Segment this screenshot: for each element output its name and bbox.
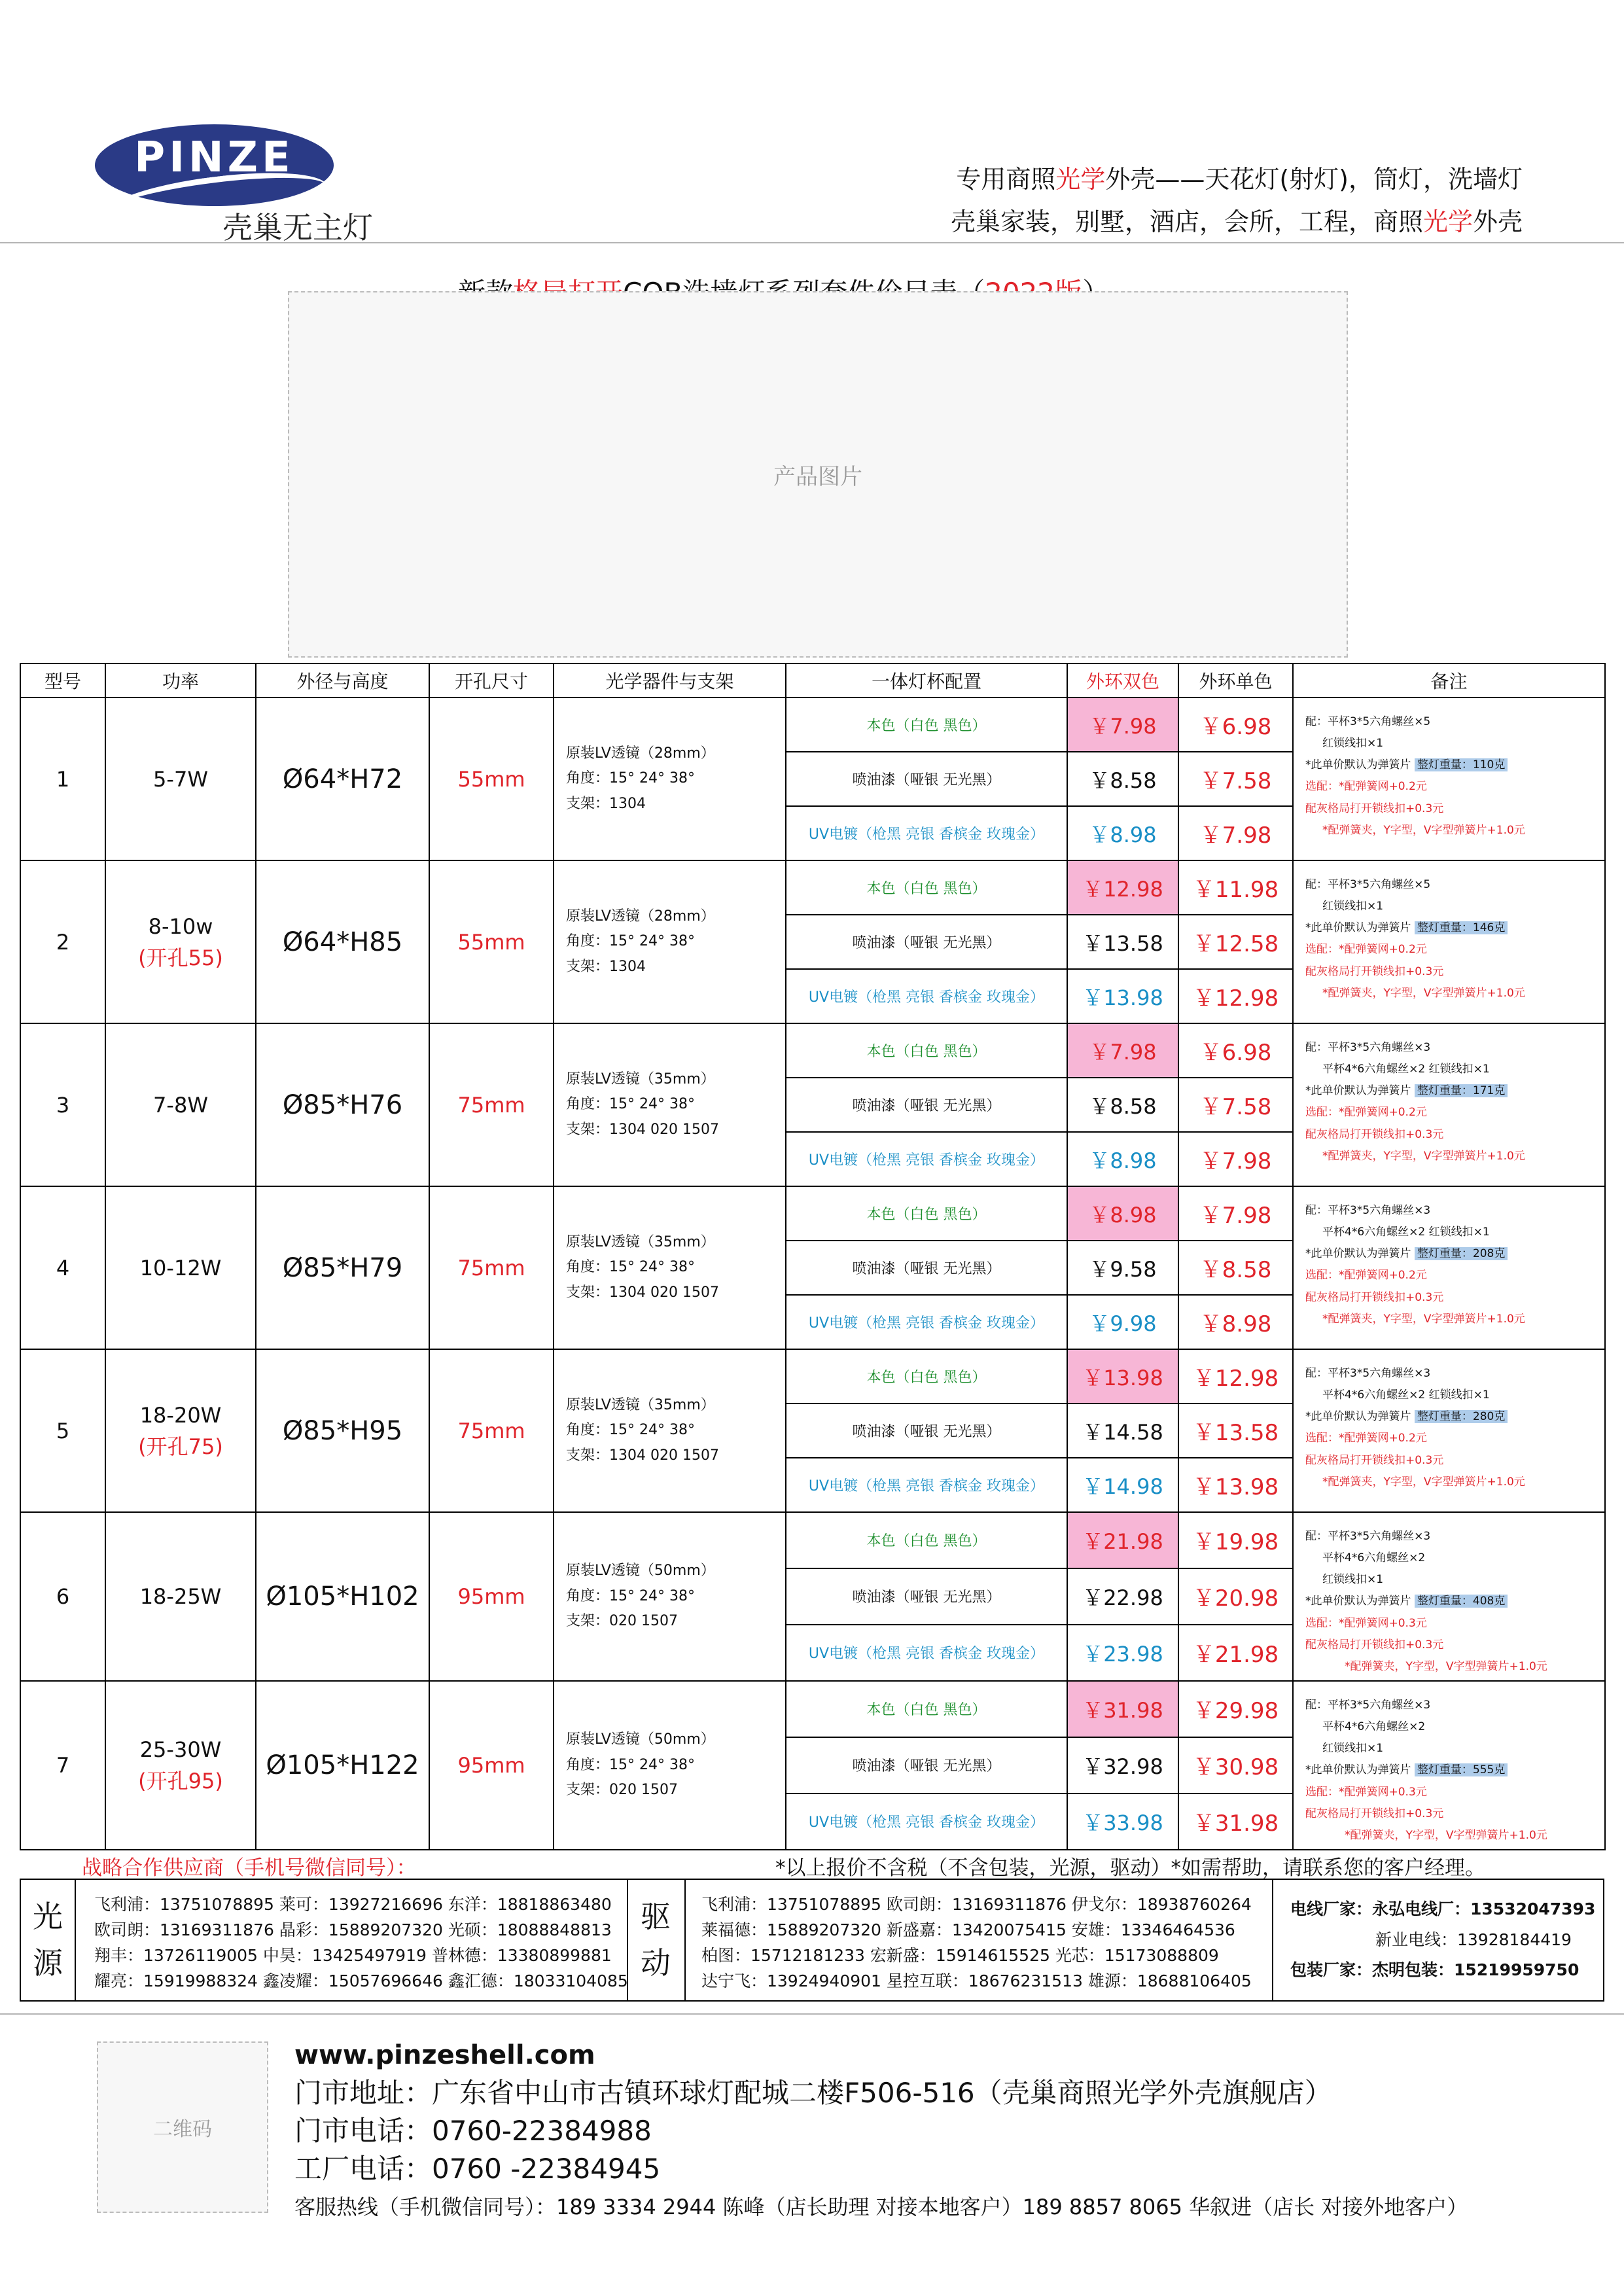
weight-highlight: 整灯重量：408克: [1415, 1595, 1508, 1608]
optics-line: 支架：1304 020 1507: [566, 1447, 719, 1464]
note-text: *此单价默认为弹簧片: [1305, 1763, 1415, 1777]
cup-config: UV电镀（枪黑 亮银 香槟金 玫瑰金）: [786, 969, 1067, 1023]
price-dual-color: ￥31.98: [1067, 1681, 1178, 1737]
note-text: *此单价默认为弹簧片: [1305, 1247, 1415, 1261]
price-dual-color: ￥22.98: [1067, 1568, 1178, 1625]
footer-divider: [0, 2013, 1624, 2015]
optics-line: 原装LV透镜（28mm）: [566, 908, 715, 925]
supplier-line: 电线厂家：永弘电线厂：13532047393: [1290, 1899, 1596, 1918]
optics-line: 角度：15° 24° 38°: [566, 1587, 695, 1604]
factory-phone: 工厂电话：0760 -22384945: [294, 2152, 661, 2185]
power-value: 18-25W: [139, 1583, 222, 1609]
price-dual-color: ￥33.98: [1067, 1793, 1178, 1850]
product-photo-label: 产品图片: [773, 463, 862, 490]
text-segment: 外壳: [1472, 207, 1523, 236]
supplier-line: 欧司朗：13169311876 晶彩：15889207320 光硕：18088848813: [94, 1920, 612, 1939]
note-text: 平杯4*6六角螺丝×2: [1322, 1551, 1426, 1565]
notes-cell: [1293, 860, 1605, 1023]
note-text: *配弹簧夹，Y字型，V字型弹簧片+1.0元: [1322, 823, 1525, 837]
optics-cell: [554, 1023, 786, 1186]
price-dual-color: ￥32.98: [1067, 1737, 1178, 1793]
logo-text: PINZE: [134, 133, 294, 182]
optics-line: 角度：15° 24° 38°: [566, 1096, 695, 1113]
weight-highlight: 整灯重量：208克: [1415, 1247, 1508, 1260]
note-line: [1305, 1309, 1599, 1330]
power-note: (开孔75): [138, 1434, 223, 1459]
price-dual-color: ￥7.98: [1067, 698, 1178, 752]
note-line: [1305, 820, 1599, 841]
column-header: 外环双色: [1067, 663, 1178, 698]
notes-cell: [1293, 1681, 1605, 1850]
price-dual-color: ￥21.98: [1067, 1512, 1178, 1568]
note-text: 红锁线扣×1: [1322, 900, 1384, 913]
category-driver: [627, 1880, 684, 2000]
hole-size: 55mm: [429, 698, 554, 860]
hole-size: 75mm: [429, 1186, 554, 1349]
note-line: [1305, 1080, 1599, 1102]
note-line: [1305, 1613, 1599, 1634]
service-hotline: 客服热线（手机微信同号）：189 3334 2944 陈峰（店长助理 对接本地客户）189 8857 8065 华叙进（店长 对接外地客户）: [294, 2194, 1468, 2219]
note-line: [1305, 1782, 1599, 1803]
tagline-line-2: [951, 202, 1523, 238]
price-single-color: ￥6.98: [1178, 698, 1293, 752]
product-photo: [288, 291, 1348, 658]
note-text: *此单价默认为弹簧片: [1305, 758, 1415, 772]
note-text: 选配：*配弹簧网+0.2元: [1305, 780, 1427, 794]
text-segment: 外壳——天花灯(射灯)，筒灯，洗墙灯: [1105, 165, 1523, 194]
column-header: 一体灯杯配置: [786, 663, 1067, 698]
model-number: 5: [20, 1349, 105, 1512]
weight-highlight: 整灯重量：280克: [1415, 1410, 1508, 1423]
note-line: [1305, 874, 1599, 896]
optics-line: 原装LV透镜（28mm）: [566, 745, 715, 762]
price-dual-color: ￥14.58: [1067, 1404, 1178, 1458]
power-cell: [105, 1681, 256, 1850]
note-line: [1305, 939, 1599, 961]
price-single-color: ￥21.98: [1178, 1625, 1293, 1681]
note-text: *配弹簧夹，Y字型，V字型弹簧片+1.0元: [1322, 986, 1525, 1000]
power-cell: [105, 1186, 256, 1349]
optics-cell: [554, 698, 786, 860]
price-dual-color: ￥8.98: [1067, 806, 1178, 860]
price-single-color: ￥7.98: [1178, 1186, 1293, 1241]
note-text: 红锁线扣×1: [1322, 737, 1384, 751]
price-single-color: ￥30.98: [1178, 1737, 1293, 1793]
note-text: 配：平杯3*5六角螺丝×3: [1305, 1204, 1431, 1217]
price-single-color: ￥12.98: [1178, 1349, 1293, 1404]
price-single-color: ￥12.98: [1178, 969, 1293, 1023]
price-dual-color: ￥8.58: [1067, 752, 1178, 806]
column-header: 外径与高度: [256, 663, 429, 698]
supplier-heading: 战略合作供应商（手机号微信同号）：: [82, 1856, 417, 1880]
contact-info: [294, 2040, 1468, 2221]
note-text: 选配：*配弹簧网+0.2元: [1305, 1432, 1427, 1445]
optics-cell: [554, 1349, 786, 1512]
note-text: *此单价默认为弹簧片: [1305, 1084, 1415, 1098]
notes-cell: [1293, 1349, 1605, 1512]
optics-line: 支架：1304 020 1507: [566, 1284, 719, 1301]
cup-config: UV电镀（枪黑 亮银 香槟金 玫瑰金）: [786, 1132, 1067, 1186]
cup-config: 喷油漆（哑银 无光黑）: [786, 1404, 1067, 1458]
note-line: [1305, 1200, 1599, 1222]
store-address: 门市地址：广东省中山市古镇环球灯配城二楼F506-516（壳巢商照光学外壳旗舰店）: [294, 2077, 1332, 2109]
cup-config: 本色（白色 黑色）: [786, 698, 1067, 752]
note-line: [1305, 1450, 1599, 1472]
table-row: [20, 860, 1605, 915]
price-disclaimer: *以上报价不含税（不含包装，光源，驱动）*如需帮助，请联系您的客户经理。: [775, 1856, 1485, 1880]
note-line: [1305, 776, 1599, 798]
qr-code: [97, 2041, 268, 2213]
note-text: 配：平杯3*5六角螺丝×3: [1305, 1041, 1431, 1054]
cup-config: UV电镀（枪黑 亮银 香槟金 玫瑰金）: [786, 1793, 1067, 1850]
supplier-line: 莱福德：15889207320 新盛嘉：13420075415 安雄：13346464536: [701, 1920, 1235, 1939]
power-value: 10-12W: [139, 1255, 222, 1280]
note-line: [1305, 1803, 1599, 1825]
optics-line: 角度：15° 24° 38°: [566, 1422, 695, 1439]
cup-config: 喷油漆（哑银 无光黑）: [786, 1737, 1067, 1793]
power-cell: [105, 1349, 256, 1512]
notes-cell: [1293, 698, 1605, 860]
note-line: [1305, 1363, 1599, 1385]
note-line: [1305, 733, 1599, 754]
note-text: *此单价默认为弹簧片: [1305, 1410, 1415, 1424]
note-line: [1305, 1406, 1599, 1428]
note-line: [1305, 1037, 1599, 1059]
model-number: 7: [20, 1681, 105, 1850]
supplier-line: 飞利浦：13751078895 欧司朗：13169311876 伊戈尔：18938760264: [701, 1895, 1252, 1914]
optics-line: 支架：020 1507: [566, 1782, 678, 1799]
note-line: [1305, 1428, 1599, 1449]
power-value: 7-8W: [153, 1092, 208, 1118]
optics-cell: [554, 1681, 786, 1850]
note-text: 配灰格局打开锁线扣+0.3元: [1305, 1807, 1444, 1820]
note-text: 选配：*配弹簧网+0.2元: [1305, 1106, 1427, 1120]
note-text: 红锁线扣×1: [1322, 1573, 1384, 1587]
hole-size: 95mm: [429, 1681, 554, 1850]
price-single-color: ￥7.58: [1178, 1078, 1293, 1132]
website-link[interactable]: www.pinzeshell.com: [294, 2040, 595, 2070]
note-line: [1305, 1656, 1599, 1678]
table-row: [20, 1186, 1605, 1241]
column-header: 外环单色: [1178, 663, 1293, 698]
note-line: [1305, 1825, 1599, 1846]
supplier-line: 飞利浦：13751078895 莱可：13927216696 东洋：18818863480: [94, 1895, 612, 1914]
note-line: [1305, 1059, 1599, 1080]
power-cell: [105, 1023, 256, 1186]
price-single-color: ￥19.98: [1178, 1512, 1293, 1568]
cup-config: 本色（白色 黑色）: [786, 1186, 1067, 1241]
column-header: 光学器件与支架: [554, 663, 786, 698]
note-text: *配弹簧夹，Y字型，V字型弹簧片+1.0元: [1345, 1659, 1547, 1673]
cup-config: 喷油漆（哑银 无光黑）: [786, 752, 1067, 806]
power-cell: [105, 1512, 256, 1681]
optics-line: 角度：15° 24° 38°: [566, 933, 695, 950]
supplier-line: 柏图：15712181233 宏新盛：15914615525 光芯：15173088809: [701, 1946, 1219, 1965]
category-char: 动: [641, 1945, 671, 1981]
note-text: 选配：*配弹簧网+0.2元: [1305, 1269, 1427, 1282]
optics-line: 支架：020 1507: [566, 1613, 678, 1630]
column-header: 型号: [20, 663, 105, 698]
supplier-line: 包装厂家：杰明包装：15219959750: [1290, 1960, 1580, 1979]
divider: [1272, 1880, 1273, 2000]
power-value: 8-10w: [148, 913, 213, 939]
size-value: Ø85*H95: [256, 1349, 429, 1512]
note-text: 选配：*配弹簧网+0.3元: [1305, 1785, 1427, 1799]
optics-cell: [554, 1512, 786, 1681]
cup-config: 本色（白色 黑色）: [786, 1349, 1067, 1404]
note-line: [1305, 1472, 1599, 1493]
note-line: [1305, 917, 1599, 939]
note-text: *配弹簧夹，Y字型，V字型弹簧片+1.0元: [1322, 1312, 1525, 1326]
note-line: [1305, 1547, 1599, 1569]
size-value: Ø64*H72: [256, 698, 429, 860]
note-text: *配弹簧夹，Y字型，V字型弹簧片+1.0元: [1322, 1149, 1525, 1163]
weight-highlight: 整灯重量：171克: [1415, 1084, 1508, 1097]
note-line: [1305, 1102, 1599, 1123]
table-body: [20, 698, 1605, 1850]
column-header: 开孔尺寸: [429, 663, 554, 698]
supplier-line: 翔丰：13726119005 中昊：13425497919 普林德：13380899881: [94, 1946, 612, 1965]
price-single-color: ￥7.98: [1178, 1132, 1293, 1186]
note-line: [1305, 1146, 1599, 1167]
price-dual-color: ￥13.98: [1067, 969, 1178, 1023]
tagline-line-1: [956, 159, 1523, 195]
note-text: *配弹簧夹，Y字型，V字型弹簧片+1.0元: [1322, 1475, 1525, 1489]
size-value: Ø85*H76: [256, 1023, 429, 1186]
model-number: 6: [20, 1512, 105, 1681]
notes-cell: [1293, 1512, 1605, 1681]
note-text: *配弹簧夹，Y字型，V字型弹簧片+1.0元: [1345, 1828, 1547, 1842]
supplier-line: 新业电线：13928184419: [1375, 1930, 1572, 1949]
note-text: 红锁线扣×1: [1322, 1742, 1384, 1756]
supplier-box: [20, 1879, 1604, 2002]
optics-cell: [554, 860, 786, 1023]
notes-cell: [1293, 1023, 1605, 1186]
note-line: [1305, 1738, 1599, 1759]
note-line: [1305, 1634, 1599, 1656]
note-line: [1305, 1265, 1599, 1286]
note-line: [1305, 1695, 1599, 1716]
cup-config: UV电镀（枪黑 亮银 香槟金 玫瑰金）: [786, 806, 1067, 860]
cup-config: 喷油漆（哑银 无光黑）: [786, 1241, 1067, 1295]
table-row: [20, 1349, 1605, 1404]
price-table: [20, 663, 1606, 1850]
note-text: 配灰格局打开锁线扣+0.3元: [1305, 802, 1444, 815]
category-light-source: [21, 1880, 75, 2000]
price-dual-color: ￥9.58: [1067, 1241, 1178, 1295]
cup-config: 喷油漆（哑银 无光黑）: [786, 1568, 1067, 1625]
column-header: 功率: [105, 663, 256, 698]
text-segment: 专用商照: [956, 165, 1056, 194]
optics-line: 角度：15° 24° 38°: [566, 1756, 695, 1773]
text-segment: 壳巢家装，别墅，酒店，会所，工程，商照: [950, 207, 1423, 236]
price-single-color: ￥31.98: [1178, 1793, 1293, 1850]
power-value: 5-7W: [153, 766, 208, 792]
optics-line: 原装LV透镜（50mm）: [566, 1563, 715, 1580]
note-line: [1305, 1759, 1599, 1781]
price-dual-color: ￥12.98: [1067, 860, 1178, 915]
power-note: (开孔95): [138, 1768, 223, 1793]
price-dual-color: ￥8.98: [1067, 1186, 1178, 1241]
note-text: 配灰格局打开锁线扣+0.3元: [1305, 1290, 1444, 1304]
supplier-line: 达宁飞：13924940901 星控互联：18676231513 雄源：18688106405: [701, 1971, 1252, 1990]
note-text: 平杯4*6六角螺丝×2 红锁线扣×1: [1322, 1388, 1490, 1402]
table-row: [20, 1023, 1605, 1078]
size-value: Ø64*H85: [256, 860, 429, 1023]
price-single-color: ￥8.98: [1178, 1295, 1293, 1349]
price-single-color: ￥7.58: [1178, 752, 1293, 806]
size-value: Ø105*H102: [256, 1512, 429, 1681]
power-cell: [105, 698, 256, 860]
optics-line: 支架：1304: [566, 958, 646, 975]
supplier-line: 耀亮：15919988324 鑫凌耀：15057696646 鑫汇德：18033104085: [94, 1971, 628, 1990]
note-text: *此单价默认为弹簧片: [1305, 921, 1415, 935]
price-dual-color: ￥7.98: [1067, 1023, 1178, 1078]
optics-line: 原装LV透镜（50mm）: [566, 1731, 715, 1748]
note-text: 配：平杯3*5六角螺丝×5: [1305, 715, 1431, 728]
price-single-color: ￥13.98: [1178, 1458, 1293, 1512]
hole-size: 75mm: [429, 1349, 554, 1512]
note-line: [1305, 1222, 1599, 1243]
note-line: [1305, 1526, 1599, 1547]
note-text: 配灰格局打开锁线扣+0.3元: [1305, 1638, 1444, 1651]
note-line: [1305, 961, 1599, 983]
price-single-color: ￥6.98: [1178, 1023, 1293, 1078]
cup-config: 喷油漆（哑银 无光黑）: [786, 1078, 1067, 1132]
price-dual-color: ￥13.98: [1067, 1349, 1178, 1404]
category-char: 驱: [641, 1898, 671, 1934]
price-single-color: ￥7.98: [1178, 806, 1293, 860]
size-value: Ø85*H79: [256, 1186, 429, 1349]
model-number: 3: [20, 1023, 105, 1186]
column-header: 备注: [1293, 663, 1605, 698]
highlight-text: 光学: [1422, 207, 1473, 236]
note-line: [1305, 1124, 1599, 1146]
power-note: (开孔55): [138, 945, 223, 970]
note-text: *此单价默认为弹簧片: [1305, 1595, 1415, 1608]
price-single-color: ￥29.98: [1178, 1681, 1293, 1737]
optics-line: 原装LV透镜（35mm）: [566, 1233, 715, 1250]
note-line: [1305, 1569, 1599, 1591]
divider: [75, 1880, 76, 2000]
cup-config: 喷油漆（哑银 无光黑）: [786, 915, 1067, 969]
category-char: 光: [33, 1898, 63, 1934]
note-text: 配灰格局打开锁线扣+0.3元: [1305, 1127, 1444, 1141]
note-text: 配：平杯3*5六角螺丝×3: [1305, 1367, 1431, 1380]
note-text: 平杯4*6六角螺丝×2 红锁线扣×1: [1322, 1063, 1490, 1076]
optics-line: 原装LV透镜（35mm）: [566, 1396, 715, 1413]
price-single-color: ￥8.58: [1178, 1241, 1293, 1295]
weight-highlight: 整灯重量：146克: [1415, 921, 1508, 934]
cup-config: UV电镀（枪黑 亮银 香槟金 玫瑰金）: [786, 1625, 1067, 1681]
price-single-color: ￥13.58: [1178, 1404, 1293, 1458]
cup-config: 本色（白色 黑色）: [786, 1512, 1067, 1568]
note-line: [1305, 754, 1599, 776]
price-single-color: ￥20.98: [1178, 1568, 1293, 1625]
note-text: 配：平杯3*5六角螺丝×3: [1305, 1698, 1431, 1712]
note-line: [1305, 983, 1599, 1004]
cup-config: 本色（白色 黑色）: [786, 860, 1067, 915]
price-dual-color: ￥9.98: [1067, 1295, 1178, 1349]
model-number: 4: [20, 1186, 105, 1349]
brand-subtitle: 壳巢无主灯: [222, 210, 373, 245]
power-cell: [105, 860, 256, 1023]
divider: [684, 1880, 686, 2000]
note-line: [1305, 1591, 1599, 1612]
price-single-color: ￥11.98: [1178, 860, 1293, 915]
optics-line: 角度：15° 24° 38°: [566, 770, 695, 787]
note-line: [1305, 798, 1599, 820]
price-dual-color: ￥8.58: [1067, 1078, 1178, 1132]
size-value: Ø105*H122: [256, 1681, 429, 1850]
cup-config: UV电镀（枪黑 亮银 香槟金 玫瑰金）: [786, 1295, 1067, 1349]
note-text: 选配：*配弹簧网+0.2元: [1305, 943, 1427, 957]
weight-highlight: 整灯重量：555克: [1415, 1763, 1508, 1776]
note-line: [1305, 1243, 1599, 1265]
note-text: 选配：*配弹簧网+0.3元: [1305, 1616, 1427, 1630]
note-text: 平杯4*6六角螺丝×2 红锁线扣×1: [1322, 1226, 1490, 1239]
price-dual-color: ￥13.58: [1067, 915, 1178, 969]
price-dual-color: ￥8.98: [1067, 1132, 1178, 1186]
note-line: [1305, 896, 1599, 917]
note-text: 配：平杯3*5六角螺丝×3: [1305, 1530, 1431, 1543]
table-row: [20, 1512, 1605, 1568]
note-line: [1305, 1385, 1599, 1406]
optics-line: 支架：1304: [566, 795, 646, 812]
cup-config: 本色（白色 黑色）: [786, 1023, 1067, 1078]
power-value: 18-20W: [139, 1402, 222, 1428]
qr-code-label: 二维码: [153, 2118, 212, 2141]
hole-size: 55mm: [429, 860, 554, 1023]
notes-cell: [1293, 1186, 1605, 1349]
optics-line: 角度：15° 24° 38°: [566, 1259, 695, 1276]
store-phone: 门市电话：0760-22384988: [294, 2114, 652, 2147]
model-number: 2: [20, 860, 105, 1023]
power-value: 25-30W: [139, 1737, 222, 1762]
highlight-text: 光学: [1055, 165, 1106, 194]
optics-line: 原装LV透镜（35mm）: [566, 1070, 715, 1087]
cup-config: UV电镀（枪黑 亮银 香槟金 玫瑰金）: [786, 1458, 1067, 1512]
note-text: 配：平杯3*5六角螺丝×5: [1305, 878, 1431, 891]
table-row: [20, 698, 1605, 752]
price-dual-color: ￥14.98: [1067, 1458, 1178, 1512]
note-line: [1305, 711, 1599, 733]
note-line: [1305, 1716, 1599, 1738]
table-header-row: [20, 663, 1605, 698]
note-text: 配灰格局打开锁线扣+0.3元: [1305, 964, 1444, 978]
cup-config: 本色（白色 黑色）: [786, 1681, 1067, 1737]
table-row: [20, 1681, 1605, 1737]
optics-cell: [554, 1186, 786, 1349]
price-dual-color: ￥23.98: [1067, 1625, 1178, 1681]
note-line: [1305, 1287, 1599, 1309]
model-number: 1: [20, 698, 105, 860]
price-single-color: ￥12.58: [1178, 915, 1293, 969]
weight-highlight: 整灯重量：110克: [1415, 758, 1508, 771]
optics-line: 支架：1304 020 1507: [566, 1121, 719, 1138]
note-text: 平杯4*6六角螺丝×2: [1322, 1720, 1426, 1734]
note-text: 配灰格局打开锁线扣+0.3元: [1305, 1453, 1444, 1467]
hole-size: 75mm: [429, 1023, 554, 1186]
hole-size: 95mm: [429, 1512, 554, 1681]
header-divider: [0, 242, 1624, 243]
category-char: 源: [33, 1945, 63, 1981]
